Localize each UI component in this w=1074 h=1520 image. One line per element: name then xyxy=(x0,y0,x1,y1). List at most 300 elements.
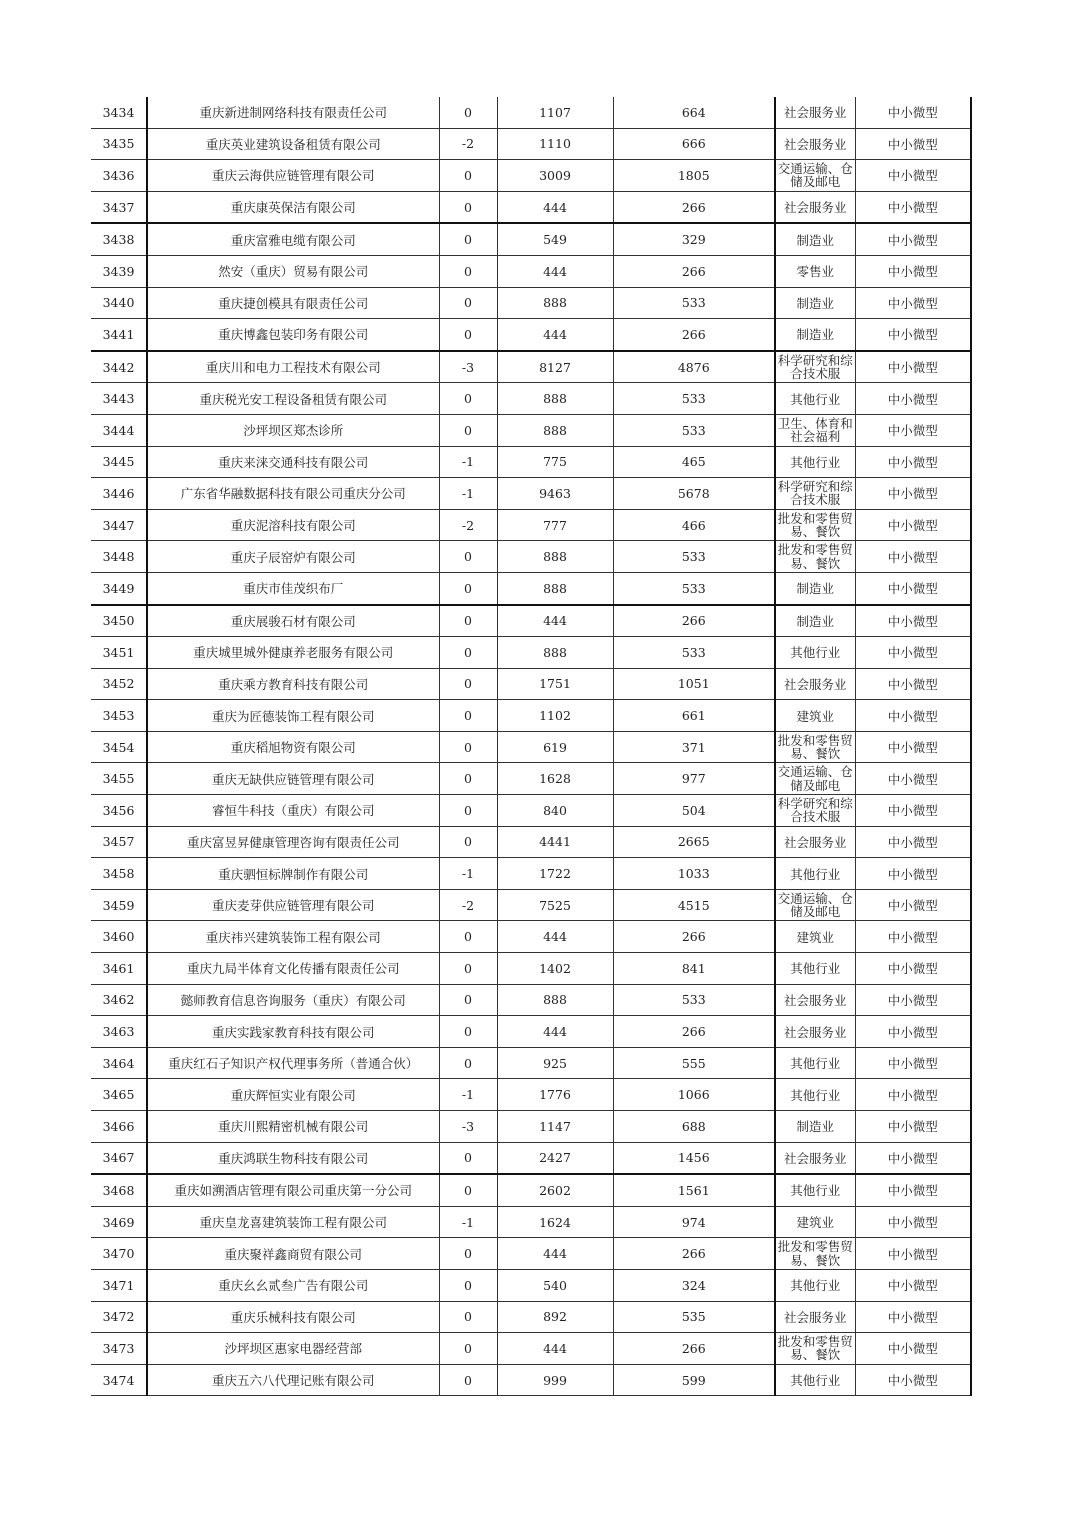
value2-cell: 266 xyxy=(613,1238,775,1270)
value1-cell: 999 xyxy=(497,1364,613,1396)
row-id-cell: 3443 xyxy=(91,383,147,415)
row-id-cell: 3449 xyxy=(91,572,147,604)
value1-cell: 1628 xyxy=(497,763,613,795)
table-row xyxy=(91,414,971,446)
value2-cell: 4515 xyxy=(613,889,775,921)
change-cell: 0 xyxy=(439,763,497,795)
change-cell: 0 xyxy=(439,1047,497,1079)
value2-cell: 1051 xyxy=(613,668,775,700)
value1-cell: 444 xyxy=(497,605,613,637)
value1-cell: 1147 xyxy=(497,1111,613,1143)
table-row xyxy=(91,383,971,415)
enterprise-type-cell: 中小微型 xyxy=(855,414,971,446)
value2-cell: 533 xyxy=(613,287,775,319)
industry-label: 交通运输、仓储及邮电 xyxy=(777,764,853,793)
industry-label: 其他行业 xyxy=(790,391,841,407)
value2-cell: 4876 xyxy=(613,351,775,383)
table-row xyxy=(91,826,971,858)
company-name-cell: 重庆九局半体育文化传播有限责任公司 xyxy=(147,953,439,985)
industry-cell xyxy=(775,731,855,763)
change-cell: 0 xyxy=(439,383,497,415)
row-id-cell: 3474 xyxy=(91,1364,147,1396)
enterprise-type-cell: 中小微型 xyxy=(855,1333,971,1365)
company-name-cell: 重庆英业建筑设备租赁有限公司 xyxy=(147,128,439,160)
change-cell: 0 xyxy=(439,605,497,637)
change-cell: 0 xyxy=(439,1238,497,1270)
industry-label: 交通运输、仓储及邮电 xyxy=(777,890,853,920)
row-id-cell: 3445 xyxy=(91,446,147,478)
row-id-cell: 3458 xyxy=(91,858,147,890)
change-cell: 0 xyxy=(439,795,497,827)
industry-label: 制造业 xyxy=(796,1119,834,1135)
industry-cell xyxy=(775,1301,855,1333)
value2-cell: 977 xyxy=(613,763,775,795)
row-id-cell: 3456 xyxy=(91,795,147,827)
industry-cell xyxy=(775,953,855,985)
company-name-cell: 沙坪坝区惠家电器经营部 xyxy=(147,1333,439,1365)
value2-cell: 841 xyxy=(613,953,775,985)
industry-label: 建筑业 xyxy=(796,708,834,724)
industry-label: 交通运输、仓储及邮电 xyxy=(777,160,853,190)
company-name-cell: 重庆鸿联生物科技有限公司 xyxy=(147,1142,439,1174)
industry-label: 社会服务业 xyxy=(783,992,847,1008)
enterprise-type-cell: 中小微型 xyxy=(855,1301,971,1333)
enterprise-type-cell: 中小微型 xyxy=(855,1111,971,1143)
value1-cell: 1102 xyxy=(497,700,613,732)
industry-cell xyxy=(775,858,855,890)
value2-cell: 533 xyxy=(613,637,775,669)
enterprise-type-cell: 中小微型 xyxy=(855,826,971,858)
company-name-cell: 重庆捷创模具有限责任公司 xyxy=(147,287,439,319)
company-name-cell: 沙坪坝区郑杰诊所 xyxy=(147,414,439,446)
table-row xyxy=(91,605,971,637)
enterprise-type-cell: 中小微型 xyxy=(855,1269,971,1301)
company-name-cell: 重庆泥溶科技有限公司 xyxy=(147,509,439,541)
table-row xyxy=(91,191,971,223)
enterprise-type-cell: 中小微型 xyxy=(855,1206,971,1238)
enterprise-type-cell: 中小微型 xyxy=(855,889,971,921)
company-name-cell: 重庆稻旭物资有限公司 xyxy=(147,731,439,763)
industry-label: 其他行业 xyxy=(790,961,841,977)
row-id-cell: 3457 xyxy=(91,826,147,858)
industry-cell xyxy=(775,1269,855,1301)
industry-cell xyxy=(775,1364,855,1396)
industry-cell xyxy=(775,795,855,827)
change-cell: 0 xyxy=(439,97,497,128)
industry-cell xyxy=(775,1047,855,1079)
table-row xyxy=(91,763,971,795)
table-row xyxy=(91,223,971,255)
change-cell: 0 xyxy=(439,1142,497,1174)
industry-label: 其他行业 xyxy=(790,1183,841,1199)
table-row xyxy=(91,478,971,510)
table-row xyxy=(91,351,971,383)
enterprise-type-cell: 中小微型 xyxy=(855,921,971,953)
value2-cell: 533 xyxy=(613,984,775,1016)
enterprise-type-cell: 中小微型 xyxy=(855,319,971,351)
table-row xyxy=(91,97,971,128)
enterprise-type-cell: 中小微型 xyxy=(855,287,971,319)
industry-cell xyxy=(775,414,855,446)
table-body xyxy=(91,97,971,1396)
industry-label: 其他行业 xyxy=(790,866,841,882)
enterprise-type-cell: 中小微型 xyxy=(855,383,971,415)
table-row xyxy=(91,1111,971,1143)
value2-cell: 1033 xyxy=(613,858,775,890)
change-cell: -1 xyxy=(439,1206,497,1238)
industry-label: 社会服务业 xyxy=(783,1150,847,1166)
industry-cell xyxy=(775,128,855,160)
industry-cell xyxy=(775,984,855,1016)
company-name-cell: 重庆无缺供应链管理有限公司 xyxy=(147,763,439,795)
industry-label: 制造业 xyxy=(796,613,834,629)
enterprise-type-cell: 中小微型 xyxy=(855,541,971,573)
value1-cell: 777 xyxy=(497,509,613,541)
table-row xyxy=(91,1016,971,1048)
enterprise-type-cell: 中小微型 xyxy=(855,446,971,478)
company-name-cell: 重庆实践家教育科技有限公司 xyxy=(147,1016,439,1048)
table-row xyxy=(91,858,971,890)
enterprise-type-cell: 中小微型 xyxy=(855,731,971,763)
enterprise-type-cell: 中小微型 xyxy=(855,1238,971,1270)
value2-cell: 533 xyxy=(613,383,775,415)
table-row xyxy=(91,128,971,160)
industry-label: 科学研究和综合技术服 xyxy=(777,352,853,382)
industry-cell xyxy=(775,921,855,953)
industry-cell xyxy=(775,255,855,287)
industry-label: 制造业 xyxy=(796,327,834,343)
table-row xyxy=(91,446,971,478)
value1-cell: 444 xyxy=(497,1238,613,1270)
company-name-cell: 重庆如溯酒店管理有限公司重庆第一分公司 xyxy=(147,1174,439,1206)
company-table xyxy=(91,97,972,1396)
enterprise-type-cell: 中小微型 xyxy=(855,1047,971,1079)
industry-label: 社会服务业 xyxy=(783,1309,847,1325)
row-id-cell: 3451 xyxy=(91,637,147,669)
table-row xyxy=(91,1079,971,1111)
value1-cell: 444 xyxy=(497,191,613,223)
row-id-cell: 3465 xyxy=(91,1079,147,1111)
row-id-cell: 3440 xyxy=(91,287,147,319)
company-name-cell: 重庆子辰窑炉有限公司 xyxy=(147,541,439,573)
row-id-cell: 3470 xyxy=(91,1238,147,1270)
industry-cell xyxy=(775,763,855,795)
company-name-cell: 重庆为匠德装饰工程有限公司 xyxy=(147,700,439,732)
change-cell: -2 xyxy=(439,509,497,541)
row-id-cell: 3471 xyxy=(91,1269,147,1301)
enterprise-type-cell: 中小微型 xyxy=(855,984,971,1016)
value1-cell: 888 xyxy=(497,984,613,1016)
enterprise-type-cell: 中小微型 xyxy=(855,668,971,700)
value1-cell: 444 xyxy=(497,1333,613,1365)
industry-cell xyxy=(775,509,855,541)
row-id-cell: 3463 xyxy=(91,1016,147,1048)
industry-label: 其他行业 xyxy=(790,1056,841,1072)
change-cell: 0 xyxy=(439,1174,497,1206)
industry-label: 社会服务业 xyxy=(783,834,847,850)
industry-label: 社会服务业 xyxy=(783,136,847,152)
table-row xyxy=(91,1301,971,1333)
company-name-cell: 广东省华融数据科技有限公司重庆分公司 xyxy=(147,478,439,510)
industry-label: 卫生、体育和社会福利 xyxy=(777,415,853,445)
company-name-cell: 重庆五六八代理记账有限公司 xyxy=(147,1364,439,1396)
company-name-cell: 重庆富雅电缆有限公司 xyxy=(147,223,439,255)
row-id-cell: 3438 xyxy=(91,223,147,255)
company-name-cell: 重庆康英保洁有限公司 xyxy=(147,191,439,223)
row-id-cell: 3473 xyxy=(91,1333,147,1365)
value2-cell: 465 xyxy=(613,446,775,478)
change-cell: 0 xyxy=(439,319,497,351)
value2-cell: 688 xyxy=(613,1111,775,1143)
enterprise-type-cell: 中小微型 xyxy=(855,572,971,604)
row-id-cell: 3455 xyxy=(91,763,147,795)
value1-cell: 1751 xyxy=(497,668,613,700)
value1-cell: 4441 xyxy=(497,826,613,858)
enterprise-type-cell: 中小微型 xyxy=(855,763,971,795)
industry-label: 社会服务业 xyxy=(783,1024,847,1040)
value1-cell: 888 xyxy=(497,383,613,415)
enterprise-type-cell: 中小微型 xyxy=(855,160,971,192)
value1-cell: 2427 xyxy=(497,1142,613,1174)
table-row xyxy=(91,700,971,732)
table-row xyxy=(91,1364,971,1396)
change-cell: 0 xyxy=(439,921,497,953)
change-cell: -2 xyxy=(439,889,497,921)
industry-cell xyxy=(775,97,855,128)
enterprise-type-cell: 中小微型 xyxy=(855,97,971,128)
table-row xyxy=(91,795,971,827)
row-id-cell: 3460 xyxy=(91,921,147,953)
industry-label: 零售业 xyxy=(796,264,834,280)
industry-cell xyxy=(775,1016,855,1048)
company-name-cell: 重庆新进制网络科技有限责任公司 xyxy=(147,97,439,128)
industry-label: 其他行业 xyxy=(790,454,841,470)
value1-cell: 888 xyxy=(497,572,613,604)
row-id-cell: 3442 xyxy=(91,351,147,383)
industry-cell xyxy=(775,1142,855,1174)
row-id-cell: 3446 xyxy=(91,478,147,510)
change-cell: 0 xyxy=(439,637,497,669)
value1-cell: 444 xyxy=(497,255,613,287)
row-id-cell: 3472 xyxy=(91,1301,147,1333)
industry-cell xyxy=(775,446,855,478)
change-cell: -1 xyxy=(439,478,497,510)
industry-cell xyxy=(775,191,855,223)
change-cell: 0 xyxy=(439,826,497,858)
value1-cell: 1110 xyxy=(497,128,613,160)
company-name-cell: 重庆辉恒实业有限公司 xyxy=(147,1079,439,1111)
value2-cell: 555 xyxy=(613,1047,775,1079)
company-name-cell: 重庆川和电力工程技术有限公司 xyxy=(147,351,439,383)
table-row xyxy=(91,287,971,319)
value2-cell: 533 xyxy=(613,541,775,573)
row-id-cell: 3454 xyxy=(91,731,147,763)
enterprise-type-cell: 中小微型 xyxy=(855,1364,971,1396)
table-row xyxy=(91,160,971,192)
industry-cell xyxy=(775,223,855,255)
value2-cell: 266 xyxy=(613,921,775,953)
row-id-cell: 3437 xyxy=(91,191,147,223)
table-row xyxy=(91,572,971,604)
value1-cell: 888 xyxy=(497,637,613,669)
row-id-cell: 3461 xyxy=(91,953,147,985)
value1-cell: 9463 xyxy=(497,478,613,510)
value2-cell: 266 xyxy=(613,191,775,223)
enterprise-type-cell: 中小微型 xyxy=(855,223,971,255)
row-id-cell: 3453 xyxy=(91,700,147,732)
row-id-cell: 3466 xyxy=(91,1111,147,1143)
enterprise-type-cell: 中小微型 xyxy=(855,700,971,732)
row-id-cell: 3441 xyxy=(91,319,147,351)
row-id-cell: 3444 xyxy=(91,414,147,446)
table-row xyxy=(91,953,971,985)
table-row xyxy=(91,541,971,573)
change-cell: 0 xyxy=(439,255,497,287)
row-id-cell: 3435 xyxy=(91,128,147,160)
industry-cell xyxy=(775,541,855,573)
value2-cell: 5678 xyxy=(613,478,775,510)
industry-label: 科学研究和综合技术服 xyxy=(777,795,853,825)
row-id-cell: 3468 xyxy=(91,1174,147,1206)
industry-cell xyxy=(775,1111,855,1143)
change-cell: 0 xyxy=(439,1333,497,1365)
value1-cell: 840 xyxy=(497,795,613,827)
row-id-cell: 3462 xyxy=(91,984,147,1016)
industry-cell xyxy=(775,478,855,510)
change-cell: -3 xyxy=(439,1111,497,1143)
company-name-cell: 重庆皇龙喜建筑装饰工程有限公司 xyxy=(147,1206,439,1238)
table-row xyxy=(91,984,971,1016)
change-cell: 0 xyxy=(439,541,497,573)
row-id-cell: 3448 xyxy=(91,541,147,573)
value2-cell: 533 xyxy=(613,414,775,446)
value1-cell: 8127 xyxy=(497,351,613,383)
value1-cell: 1776 xyxy=(497,1079,613,1111)
company-name-cell: 重庆聚祥鑫商贸有限公司 xyxy=(147,1238,439,1270)
change-cell: 0 xyxy=(439,191,497,223)
change-cell: -1 xyxy=(439,446,497,478)
table-row xyxy=(91,1174,971,1206)
table-row xyxy=(91,1142,971,1174)
table-row xyxy=(91,1206,971,1238)
row-id-cell: 3452 xyxy=(91,668,147,700)
company-name-cell: 重庆麦芽供应链管理有限公司 xyxy=(147,889,439,921)
industry-label: 社会服务业 xyxy=(783,105,847,121)
enterprise-type-cell: 中小微型 xyxy=(855,605,971,637)
company-name-cell: 重庆税光安工程设备租赁有限公司 xyxy=(147,383,439,415)
company-name-cell: 睿恒牛科技（重庆）有限公司 xyxy=(147,795,439,827)
value2-cell: 371 xyxy=(613,731,775,763)
industry-label: 其他行业 xyxy=(790,645,841,661)
table-row xyxy=(91,637,971,669)
value1-cell: 7525 xyxy=(497,889,613,921)
industry-label: 其他行业 xyxy=(790,1278,841,1294)
row-id-cell: 3459 xyxy=(91,889,147,921)
industry-cell xyxy=(775,319,855,351)
enterprise-type-cell: 中小微型 xyxy=(855,858,971,890)
table-row xyxy=(91,889,971,921)
company-name-cell: 重庆城里城外健康养老服务有限公司 xyxy=(147,637,439,669)
enterprise-type-cell: 中小微型 xyxy=(855,953,971,985)
change-cell: 0 xyxy=(439,1364,497,1396)
change-cell: 0 xyxy=(439,1301,497,1333)
industry-label: 其他行业 xyxy=(790,1087,841,1103)
table-row xyxy=(91,731,971,763)
value2-cell: 599 xyxy=(613,1364,775,1396)
enterprise-type-cell: 中小微型 xyxy=(855,478,971,510)
industry-label: 制造业 xyxy=(796,295,834,311)
change-cell: 0 xyxy=(439,160,497,192)
value1-cell: 888 xyxy=(497,287,613,319)
value2-cell: 329 xyxy=(613,223,775,255)
change-cell: 0 xyxy=(439,414,497,446)
industry-label: 社会服务业 xyxy=(783,676,847,692)
value2-cell: 535 xyxy=(613,1301,775,1333)
industry-cell xyxy=(775,700,855,732)
table-row xyxy=(91,1047,971,1079)
value2-cell: 2665 xyxy=(613,826,775,858)
enterprise-type-cell: 中小微型 xyxy=(855,128,971,160)
industry-cell xyxy=(775,637,855,669)
enterprise-type-cell: 中小微型 xyxy=(855,1016,971,1048)
value2-cell: 1066 xyxy=(613,1079,775,1111)
enterprise-type-cell: 中小微型 xyxy=(855,795,971,827)
table-row xyxy=(91,921,971,953)
industry-cell xyxy=(775,572,855,604)
industry-cell xyxy=(775,1333,855,1365)
company-name-cell: 重庆驷恒标牌制作有限公司 xyxy=(147,858,439,890)
change-cell: -3 xyxy=(439,351,497,383)
change-cell: 0 xyxy=(439,1269,497,1301)
value1-cell: 549 xyxy=(497,223,613,255)
value1-cell: 925 xyxy=(497,1047,613,1079)
company-name-cell: 重庆市佳茂织布厂 xyxy=(147,572,439,604)
industry-label: 科学研究和综合技术服 xyxy=(777,478,853,508)
value1-cell: 888 xyxy=(497,541,613,573)
value2-cell: 324 xyxy=(613,1269,775,1301)
enterprise-type-cell: 中小微型 xyxy=(855,509,971,541)
company-name-cell: 重庆博鑫包装印务有限公司 xyxy=(147,319,439,351)
row-id-cell: 3450 xyxy=(91,605,147,637)
value1-cell: 444 xyxy=(497,1016,613,1048)
industry-cell xyxy=(775,889,855,921)
value2-cell: 266 xyxy=(613,319,775,351)
industry-label: 批发和零售贸易、餐饮 xyxy=(777,732,853,762)
company-name-cell: 重庆红石子知识产权代理事务所（普通合伙） xyxy=(147,1047,439,1079)
enterprise-type-cell: 中小微型 xyxy=(855,1142,971,1174)
value2-cell: 666 xyxy=(613,128,775,160)
enterprise-type-cell: 中小微型 xyxy=(855,637,971,669)
table-row xyxy=(91,1269,971,1301)
company-name-cell: 重庆乘方教育科技有限公司 xyxy=(147,668,439,700)
row-id-cell: 3434 xyxy=(91,97,147,128)
row-id-cell: 3464 xyxy=(91,1047,147,1079)
industry-label: 制造业 xyxy=(796,232,834,248)
table-row xyxy=(91,319,971,351)
industry-label: 批发和零售贸易、餐饮 xyxy=(777,542,853,571)
company-name-cell: 重庆富昱昇健康管理咨询有限责任公司 xyxy=(147,826,439,858)
change-cell: 0 xyxy=(439,223,497,255)
change-cell: 0 xyxy=(439,668,497,700)
change-cell: 0 xyxy=(439,700,497,732)
industry-cell xyxy=(775,1174,855,1206)
row-id-cell: 3447 xyxy=(91,509,147,541)
value1-cell: 1624 xyxy=(497,1206,613,1238)
change-cell: 0 xyxy=(439,1016,497,1048)
industry-cell xyxy=(775,826,855,858)
industry-label: 批发和零售贸易、餐饮 xyxy=(777,1239,853,1268)
value1-cell: 540 xyxy=(497,1269,613,1301)
